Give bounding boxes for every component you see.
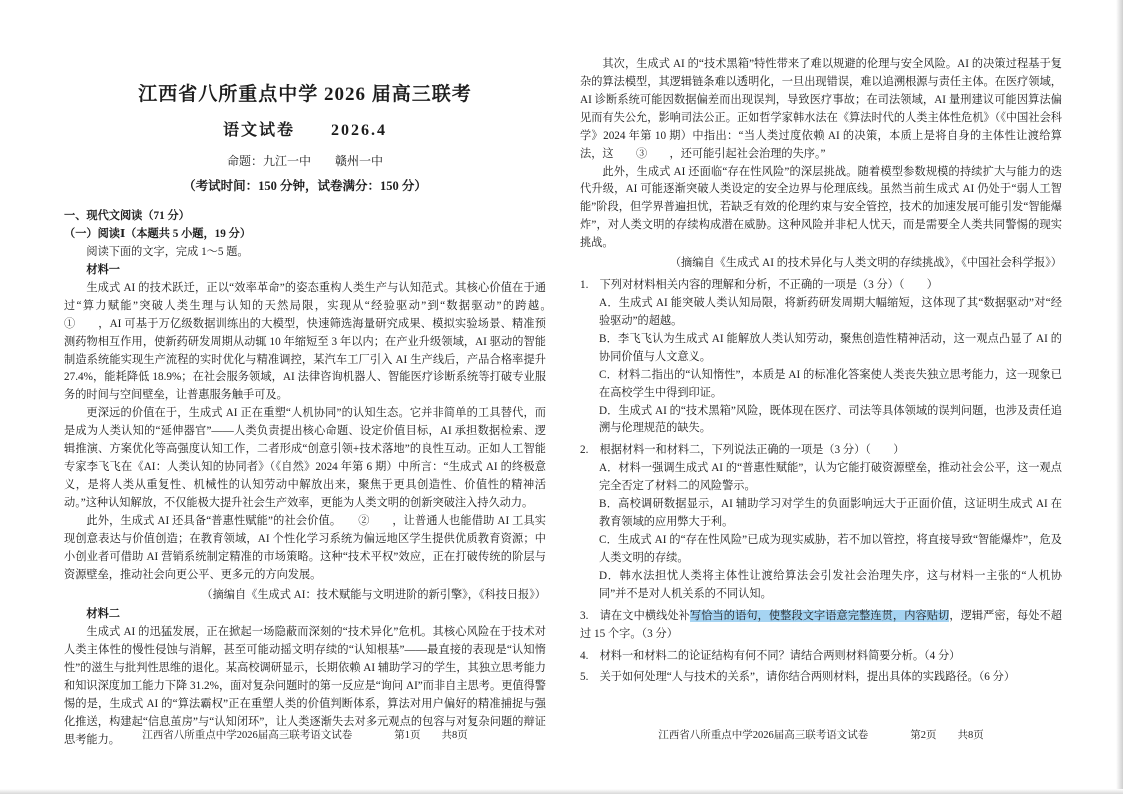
question-1-option-a: A．生成式 AI 能突破人类认知局限，将新药研发周期大幅缩短，这体现了其“数据驱动”对“经验驱动”的超越。 (599, 296, 1062, 327)
question-1-stem: 1. 下列对材料相关内容的理解和分析，不正确的一项是（3 分）（ ） (580, 279, 938, 292)
material2-paragraph: 此外，生成式 AI 还面临“存在性风险”的深层挑战。随着模型参数规模的持续扩大与能力的迭代升级，AI 可能逐渐突破人类设定的安全边界与伦理底线。虽然当前生成式 AI 仍处于“弱人工智能”阶段，但学界普遍担忧，若缺乏有效的伦理约束与安全管控，技术的加速发展可能引发“智能爆炸”，对人类文明的存续构成潜在威胁。这种风险并非杞人忧天，而是需要全人类共同警惕的现实挑战。 (580, 165, 1062, 250)
exam-info: （考试时间：150 分钟，试卷满分：150 分） (183, 179, 427, 194)
page-1 (64, 80, 569, 750)
material2-paragraph: 生成式 AI 的迅猛发展，正在掀起一场隐蔽而深刻的“技术异化”危机。其核心风险在于技术对人类主体性的慢性侵蚀与消解，甚至可能动摇文明存续的“认知根基”——最直接的表现是“认知惰性”的滋生与批判性思维的退化。某高校调研显示，长期依赖 AI 辅助学习的学生，其独立思考能力和知识深度加工能力下降 31.2%，面对复杂问题时的第一反应是“询问 AI”而非自主思考。更值得警惕的是，生成式 AI 的“算法霸权”正在重塑人类的价值判断体系，算法对用户偏好的精准捕捉与强化推送，构建起“信息茧房”与“认知闭环”，让人类逐渐失去对多元观点的包容与对复杂问题的辩证思考能力。 (64, 626, 546, 746)
page-2 (580, 56, 1062, 687)
question-3-text-post: ，逻辑严密，每处不超过 15 个字。（3 分） (580, 609, 1062, 640)
subsection-heading: （一）阅读Ⅰ（本题共 5 小题，19 分） (64, 228, 252, 241)
scan-edge-bottom (0, 789, 1123, 794)
question-3-highlighted-text: 写恰当的语句，使整段文字语意完整连贯，内容贴切 (689, 609, 950, 622)
section-heading: 一、现代文阅读（71 分） (64, 210, 190, 223)
question-3-text-pre: 3. 请在文中横线处补 (580, 609, 690, 622)
material2-paragraph: 其次，生成式 AI 的“技术黑箱”特性带来了难以规避的伦理与安全风险。AI 的决策过程基于复杂的算法模型，其逻辑链条难以透明化，一旦出现错误，难以追溯根源与责任主体。在医疗领域，AI 诊断系统可能因数据偏差而出现误判，导致医疗事故；在司法领域，AI 量刑建议可能因算法偏见而有失公允，影响司法公正。正如哲学家韩水法在《算法时代的人类主体性危机》（《中国社会科学》2024 年第 10 期）中指出：“当人类过度依赖 AI 的决策，本质上是将自身的主体性让渡给算法，这 ③ ，还可能引起社会治理的失序。” (580, 58, 1062, 160)
question-2-option-d: D．韩水法担忧人类将主体性让渡给算法会引发社会治理失序，这与材料一主张的“人机协同”并不是对人机关系的不同认知。 (599, 569, 1062, 600)
page-1-footer: 江西省八所重点中学2026届高三联考语文试卷 第1页 共8页 (142, 730, 468, 741)
question-4-stem: 4. 材料一和材料二的论证结构有何不同？请结合两则材料简要分析。（4 分） (580, 649, 961, 662)
scan-edge-right (1116, 0, 1123, 794)
paper-title: 江西省八所重点中学 2026 届高三联考 (138, 84, 472, 105)
question-1-option-c: C．材料二指出的“认知惰性”，本质是 AI 的标准化答案使人类丧失独立思考能力，这一现象已在高校学生中得到印证。 (599, 368, 1062, 399)
question-1-option-d: D．生成式 AI 的“技术黑箱”风险，既体现在医疗、司法等具体领域的误判问题，也涉及责任追溯与伦理规范的缺失。 (599, 404, 1062, 435)
question-3-stem (580, 608, 1062, 644)
material1-paragraph: 此外，生成式 AI 还具备“普惠性赋能”的社会价值。 ② ，让普通人也能借助 AI 工具实现创意表达与价值创造；在教育领域，AI 个性化学习系统为偏远地区学生提供优质教育资源；中小创业者可借助 AI 营销系统制定精准的市场策略。这种“技术平权”效应，正在打破传统的阶层与资源壁垒，推动社会向更公平、更多元的方向发展。 (64, 514, 546, 581)
material1-paragraph: 生成式 AI 的技术跃迁，正以“效率革命”的姿态重构人类生产与认知范式。其核心价值在于通过“算力赋能”突破人类生理与认知的天然局限，实现从“经验驱动”到“数据驱动”的跨越。 ① ，AI 可基于万亿级数据训练出的大模型，快速筛选海量研究成果、模拟实验场景、精准预测药物相互作用，使新药研发周期从动辄 10 年缩短至 3 年以内；在产业升级领域，AI 驱动的智能制造系统能实现生产流程的实时优化与精准调控，某汽车工厂引入 AI 生产线后，产品合格率提升 27.4%，能耗降低 18.9%；在社会服务领域，AI 法律咨询机器人、智能医疗诊断系统等打破专业服务的时间与空间壁垒，让普惠服务触手可及。 (64, 281, 569, 402)
reading-instruction: 阅读下面的文字，完成 1～5 题。 (86, 246, 249, 259)
material1-citation: （摘编自《生成式 AI：技术赋能与文明进阶的新引擎》，《科技日报》） (201, 588, 546, 601)
question-2-stem: 2. 根据材料一和材料二，下列说法正确的一项是（3 分）（ ） (580, 444, 905, 457)
question-2-option-c: C．生成式 AI 的“存在性风险”已成为现实威胁，若不加以管控，将直接导致“智能爆炸”，危及人类文明的存续。 (599, 533, 1062, 564)
material1-paragraph: 更深远的价值在于，生成式 AI 正在重塑“人机协同”的认知生态。它并非简单的工具替代，而是成为人类认知的“延伸器官”——人类负责提出核心命题、设定价值目标，AI 承担数据检索、逻辑推演、方案优化等高强度认知工作，二者形成“创意引领+技术落地”的良性互动。正如人工智能专家李飞飞在《AI：人类认知的协同者》（《自然》2024 年第 6 期）中所言：“生成式 AI 的终极意义，是将人类从重复性、机械性的认知劳动中解放出来，聚焦于更具创造性、价值性的精神活动。”这种认知解放，不仅能极大提升社会生产效率，更能为人类文明的创新突破注入持久动力。 (64, 407, 546, 509)
material2-label: 材料二 (86, 608, 120, 621)
paper-setter: 命题：九江一中 赣州一中 (226, 153, 383, 168)
question-2-option-b: B．高校调研数据显示，AI 辅助学习对学生的负面影响远大于正面价值，这证明生成式 AI 在教育领域的应用弊大于利。 (599, 498, 1062, 529)
question-2-option-a: A．材料一强调生成式 AI 的“普惠性赋能”，认为它能打破资源壁垒，推动社会公平，这一观点完全否定了材料二的风险警示。 (599, 462, 1062, 493)
question-5-stem: 5. 关于如何处理“人与技术的关系”，请你结合两则材料，提出具体的实践路径。（6 分） (580, 671, 1016, 684)
material1-label: 材料一 (86, 263, 120, 276)
page-2-footer: 江西省八所重点中学2026届高三联考语文试卷 第2页 共8页 (658, 730, 984, 741)
material2-citation: （摘编自《生成式 AI 的技术异化与人类文明的存续挑战》，《中国社会科学报》） (669, 257, 1062, 270)
question-1-option-b: B．李飞飞认为生成式 AI 能解放人类认知劳动，聚焦创造性精神活动，这一观点凸显了 AI 的协同价值与人文意义。 (599, 332, 1062, 363)
paper-subtitle: 语文试卷 2026.4 (222, 122, 387, 140)
